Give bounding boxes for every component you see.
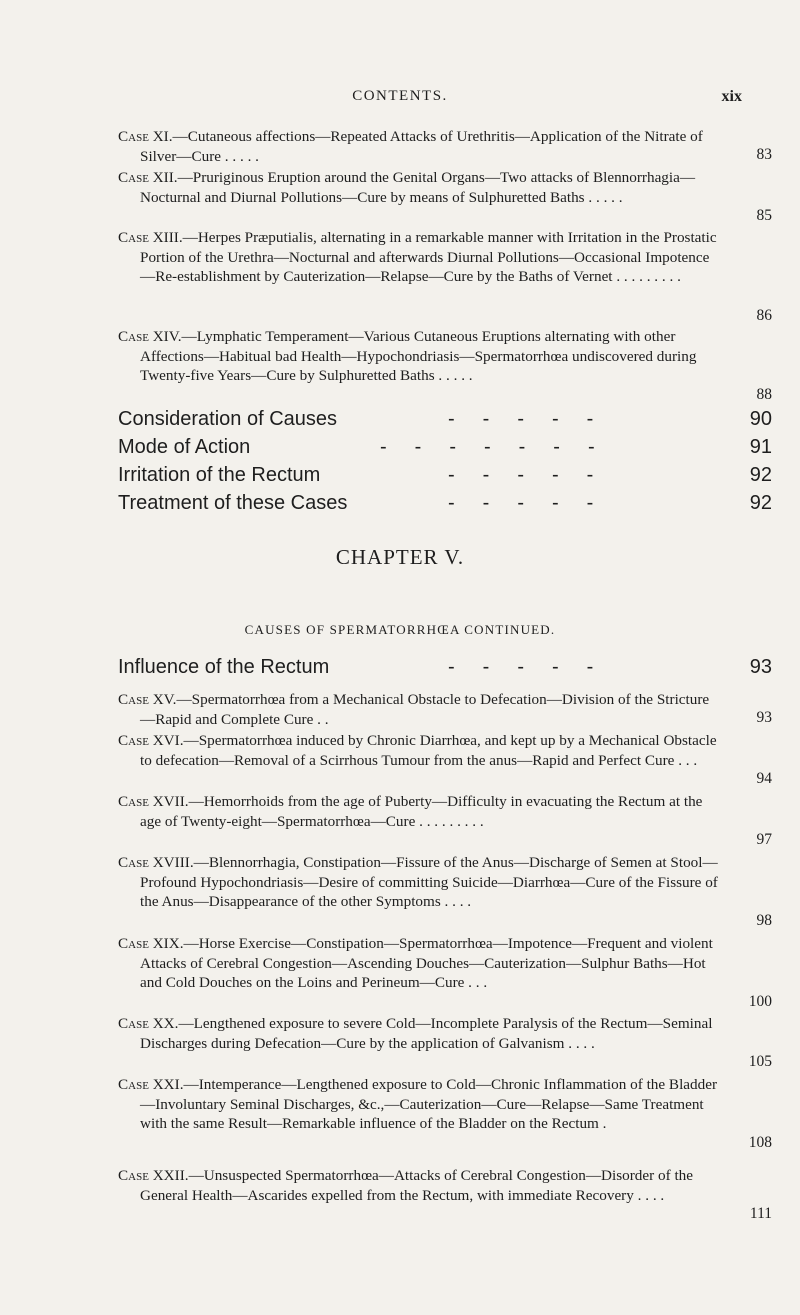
- case-number: Case XVIII.: [118, 854, 194, 871]
- case-number: Case XVI.: [118, 732, 184, 749]
- case-number: Case XX.: [118, 1015, 179, 1032]
- page-ref: 100: [748, 993, 772, 1010]
- page-ref: 85: [756, 207, 772, 224]
- running-title: CONTENTS.: [352, 88, 448, 104]
- case-text: —Spermatorrhœa from a Mechanical Obstacle to Defecation—Division of the Stricture—Rapid and Complete Cure . .: [140, 691, 710, 728]
- case-text: —Herpes Præputialis, alternating in a remarkable manner with Irritation in the Prostatic Portion of the Urethra—Nocturnal and afterwards Diurnal Pollutions—Occasional Impotence—Re-establishment by Cauterization—Relapse—Cure by the Baths of Vernet . . . . . . . . .: [140, 229, 717, 286]
- case-number: Case XII.: [118, 169, 178, 186]
- page-ref: 91: [749, 436, 772, 458]
- dot-leader: -----: [448, 492, 622, 514]
- dot-leader: -----: [448, 656, 622, 678]
- heading-title: Treatment of these Cases: [118, 492, 348, 514]
- case-text: —Horse Exercise—Constipation—Spermatorrhœa—Impotence—Frequent and violent Attacks of Cerebral Congestion—Ascending Douches—Cauterization—Sulphur Baths—Hot and Cold Douches on the Loins and Perineum—Cure . . .: [140, 935, 713, 992]
- page-ref: 98: [756, 912, 772, 929]
- toc-entry-case-xvii: [118, 792, 772, 848]
- toc-entry-case-xix: [118, 934, 772, 1010]
- case-number: Case XI.: [118, 128, 173, 145]
- page-ref: 92: [749, 464, 772, 486]
- case-text: —Blennorrhagia, Constipation—Fissure of the Anus—Discharge of Semen at Stool—Profound Hypochondriasis—Desire of committing Suicide—Diarrhœa—Cure of the Fissure of the Anus—Disappearance of the other Symptoms . . . .: [140, 854, 718, 911]
- toc-entry-case-xx: [118, 1014, 772, 1070]
- page-ref: 86: [756, 307, 772, 324]
- page-ref: 108: [748, 1134, 772, 1151]
- page-ref: 97: [756, 831, 772, 848]
- toc-entry-case-xviii: [118, 853, 772, 929]
- page-ref: 83: [756, 146, 772, 163]
- page-ref: 105: [748, 1053, 772, 1070]
- dot-leader: -----: [448, 464, 622, 486]
- case-number: Case XVII.: [118, 793, 189, 810]
- case-number: Case XXII.: [118, 1167, 189, 1184]
- toc-entry-case-xi: [118, 127, 772, 166]
- page-ref: 94: [756, 770, 772, 787]
- heading-title: Influence of the Rectum: [118, 656, 330, 678]
- case-text: —Spermatorrhœa induced by Chronic Diarrhœa, and kept up by a Mechanical Obstacle to defecation—Removal of a Scirrhous Tumour from the anus—Rapid and Perfect Cure . . .: [140, 732, 717, 769]
- page-ref: 111: [749, 1205, 772, 1222]
- case-text: —Cutaneous affections—Repeated Attacks of Urethritis—Application of the Nitrate of Silver—Cure . . . . .: [140, 128, 703, 165]
- toc-entry-case-xv: [118, 690, 772, 729]
- toc-entry-case-xiv: [118, 327, 772, 403]
- dot-leader: -----: [448, 408, 622, 430]
- page-ref: 93: [749, 656, 772, 678]
- toc-entry-case-xvi: [118, 731, 772, 787]
- case-text: —Lymphatic Temperament—Various Cutaneous Eruptions alternating with other Affections—Habitual bad Health—Hypochondriasis—Spermatorrhœa undiscovered during Twenty-five Years—Cure by Sulphuretted Baths . . . . .: [140, 328, 697, 385]
- folio: xix: [721, 88, 742, 105]
- case-number: Case XIV.: [118, 328, 182, 345]
- page-ref: 90: [749, 408, 772, 430]
- page-ref: 88: [756, 386, 772, 403]
- case-number: Case XXI.: [118, 1076, 184, 1093]
- case-number: Case XIX.: [118, 935, 184, 952]
- toc-entry-case-xii: [118, 168, 772, 224]
- chapter-subtitle: CAUSES OF SPERMATORRHŒA CONTINUED.: [244, 622, 556, 637]
- dot-leader: -------: [380, 436, 623, 458]
- heading-title: Consideration of Causes: [118, 408, 338, 430]
- case-text: —Pruriginous Eruption around the Genital Organs—Two attacks of Blennorrhagia—Nocturnal and Diurnal Pollutions—Cure by means of Sulphuretted Baths . . . . .: [140, 169, 696, 206]
- case-number: Case XV.: [118, 691, 177, 708]
- heading-title: Mode of Action: [118, 436, 251, 458]
- toc-entry-case-xxi: [118, 1075, 772, 1151]
- case-text: —Unsuspected Spermatorrhœa—Attacks of Cerebral Congestion—Disorder of the General Health—Ascarides expelled from the Rectum, with immediate Recovery . . . .: [140, 1167, 693, 1204]
- toc-entry-case-xiii: [118, 228, 772, 324]
- running-head: [0, 88, 800, 112]
- case-text: —Intemperance—Lengthened exposure to Cold—Chronic Inflammation of the Bladder—Involuntary Seminal Discharges, &c.,—Cauterization—Cure—Relapse—Same Treatment with the same Result—Remarkable influence of the Bladder on the Rectum .: [140, 1076, 718, 1133]
- case-text: —Lengthened exposure to severe Cold—Incomplete Paralysis of the Rectum—Seminal Discharges during Defecation—Cure by the application of Galvanism . . . .: [140, 1015, 713, 1052]
- toc-entry-case-xxii: [118, 1166, 772, 1222]
- chapter-title: CHAPTER V.: [335, 545, 465, 569]
- heading-title: Irritation of the Rectum: [118, 464, 321, 486]
- case-text: —Hemorrhoids from the age of Puberty—Difficulty in evacuating the Rectum at the age of Twenty-eight—Spermatorrhœa—Cure . . . . . . . . .: [140, 793, 703, 830]
- page-ref: 93: [756, 709, 772, 726]
- page-ref: 92: [749, 492, 772, 514]
- case-number: Case XIII.: [118, 229, 183, 246]
